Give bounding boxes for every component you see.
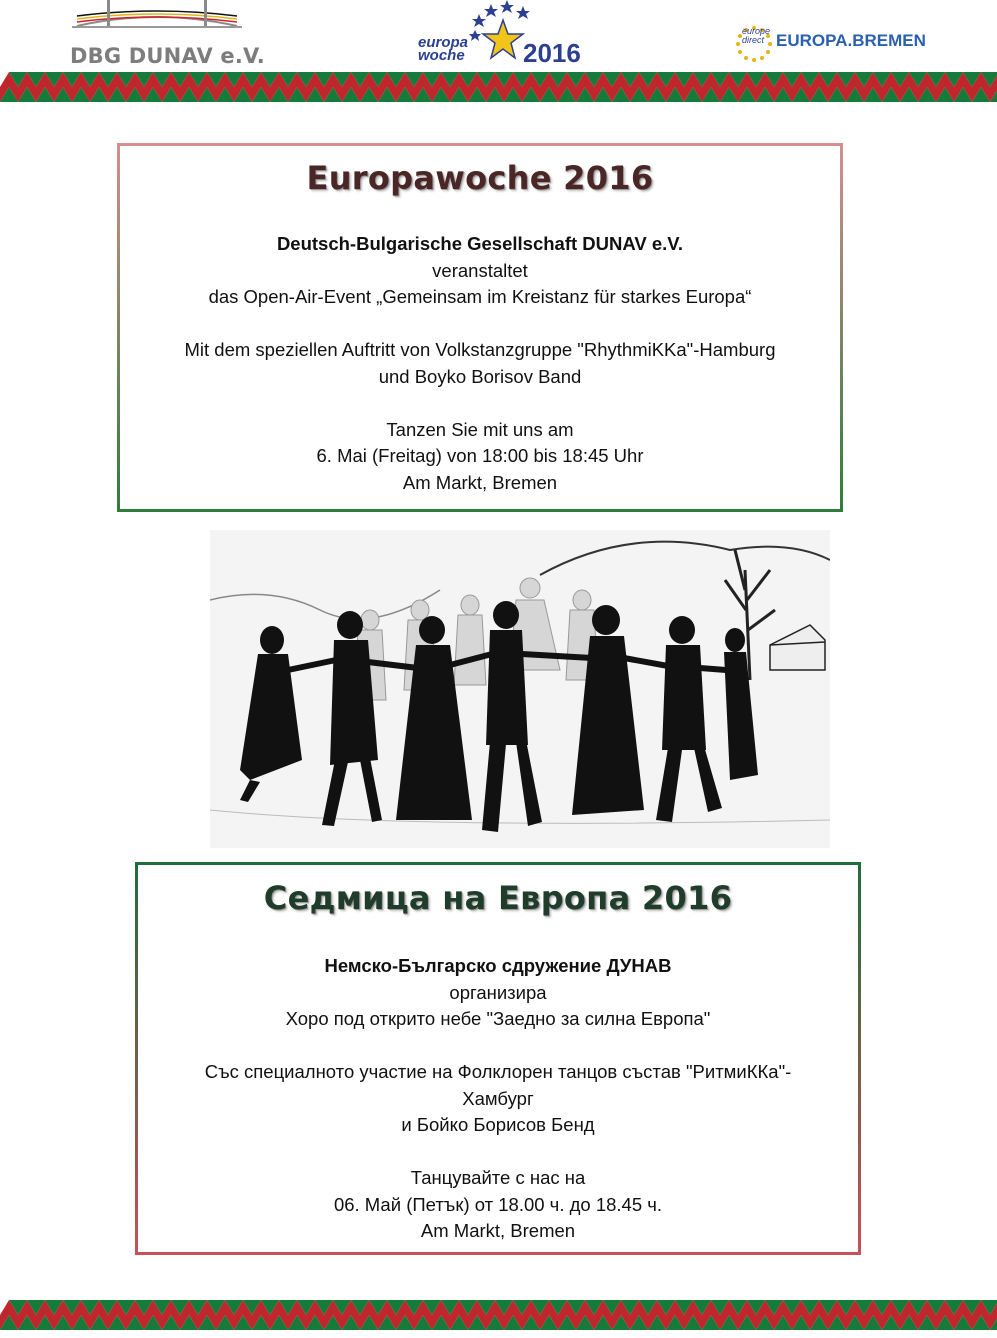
europawoche-logo	[412, 0, 592, 72]
bulgarian-title: Седмица на Европа 2016	[263, 879, 733, 917]
bulgarian-verb: организира	[449, 981, 547, 1003]
bulgarian-text	[138, 953, 858, 1245]
bulgarian-event: Хоро под открито небе "Заедно за силна Европа"	[285, 1008, 711, 1029]
folk-dance-illustration	[210, 530, 830, 848]
bulgarian-performer-1: Със специалното участие на Фолклорен танцов състав "РитмиККа"-	[204, 1061, 792, 1082]
german-event: das Open-Air-Event „Gemeinsam im Kreistanz für starkes Europa“	[208, 286, 752, 307]
bottom-folk-border	[0, 1300, 997, 1330]
europawoche-logo-year: 2016	[523, 38, 581, 68]
europe-direct-logo	[730, 18, 930, 68]
bulgarian-organizer: Немско-Българско сдружение ДУНАВ	[324, 955, 672, 976]
europawoche-logo-text: europa woche	[418, 34, 469, 64]
german-invite: Tanzen Sie mit uns am	[386, 418, 574, 440]
bulgarian-place: Am Markt, Bremen	[420, 1220, 576, 1241]
german-organizer: Deutsch-Bulgarische Gesellschaft DUNAV e.V.	[276, 233, 684, 254]
bulgarian-performer-3: и Бойко Борисов Бенд	[401, 1114, 595, 1135]
german-performer-1: Mit dem speziellen Auftritt von Volkstanzgruppe "RhythmiKKa"-Hamburg	[184, 339, 776, 360]
german-performer-2: und Boyko Borisov Band	[378, 365, 582, 387]
bridge-icon	[72, 0, 242, 30]
bulgarian-date: 06. Май (Петък) от 18.00 ч. до 18.45 ч.	[333, 1193, 663, 1215]
top-folk-border	[0, 72, 997, 102]
bulgarian-performer-2: Хамбург	[462, 1087, 534, 1109]
dunav-logo	[62, 0, 265, 72]
bulgarian-invite: Танцувайте с нас на	[410, 1167, 586, 1188]
german-place: Am Markt, Bremen	[402, 471, 558, 493]
german-title: Europawoche 2016	[306, 159, 654, 197]
german-text	[120, 231, 840, 496]
europa-bremen-text: EUROPA.BREMEN	[776, 31, 926, 50]
german-date: 6. Mai (Freitag) von 18:00 bis 18:45 Uhr	[316, 445, 644, 466]
europe-direct-small-text: europe direct	[742, 26, 771, 45]
german-verb: veranstaltet	[432, 259, 528, 281]
bulgarian-announcement-box	[135, 862, 861, 1255]
dunav-logo-text: DBG DUNAV e.V.	[70, 44, 265, 68]
german-announcement-box	[117, 143, 843, 512]
